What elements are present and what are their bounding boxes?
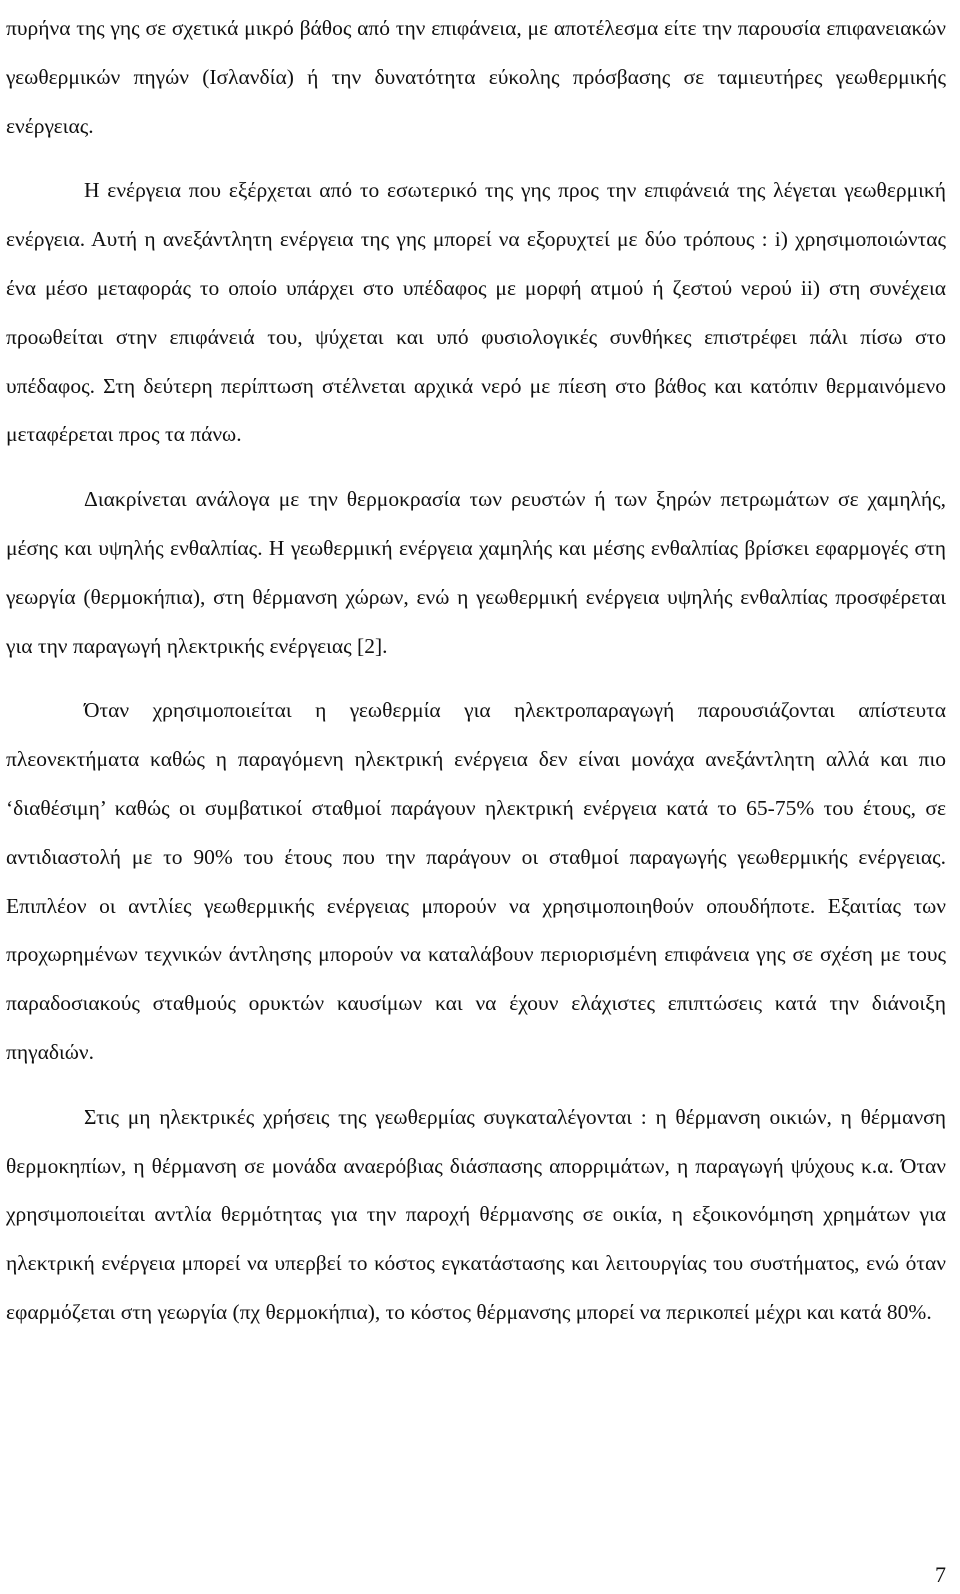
paragraph-continuation: πυρήνα της γης σε σχετικά μικρό βάθος από την επιφάνεια, με αποτέλεσμα είτε την παρουσία επιφανειακών γεωθερμικών πηγών (Ισλανδία) ή την δυνατότητα εύκολης πρόσβασης σε ταμιευτήρες γεωθερμικής ενέργειας. [6,16,946,138]
document-page [6,4,946,1337]
page-number: 7 [935,1562,946,1587]
paragraph-geothermal-definition: Η ενέργεια που εξέρχεται από το εσωτερικό της γης προς την επιφάνειά της λέγεται γεωθερμική ενέργεια. Αυτή η ανεξάντλητη ενέργεια της γης μπορεί να εξορυχτεί με δύο τρόπους : i) χρησιμοποιώντας ένα μέσο μεταφοράς το οποίο υπάρχει στο υπέδαφος με μορφή ατμού ή ζεστού νερού ii) στη συνέχεια προωθείται στην επιφάνειά του, ψύχεται και υπό φυσιολογικές συνθήκες επιστρέφει πάλι πίσω στο υπέδαφος. Στη δεύτερη περίπτωση στέλνεται αρχικά νερό με πίεση στο βάθος και κατόπιν θερμαινόμενο μεταφέρεται προς τα πάνω. [6,178,946,447]
paragraph-enthalpy-classification: Διακρίνεται ανάλογα με την θερμοκρασία των ρευστών ή των ξηρών πετρωμάτων σε χαμηλής, μέσης και υψηλής ενθαλπίας. Η γεωθερμική ενέργεια χαμηλής και μέσης ενθαλπίας βρίσκει εφαρμογές στη γεωργία (θερμοκήπια), στη θέρμανση χώρων, ενώ η γεωθερμική ενέργεια υψηλής ενθαλπίας προσφέρεται για την παραγωγή ηλεκτρικής ενέργειας [2]. [6,487,946,658]
paragraph-electricity-advantages: Όταν χρησιμοποιείται η γεωθερμία για ηλεκτροπαραγωγή παρουσιάζονται απίστευτα πλεονεκτήματα καθώς η παραγόμενη ηλεκτρική ενέργεια δεν είναι μονάχα ανεξάντλητη αλλά και πιο ‘διαθέσιμη’ καθώς οι συμβατικοί σταθμοί παράγουν ηλεκτρική ενέργεια κατά το 65-75% του έτους, σε αντιδιαστολή με το 90% του έτους που την παράγουν οι σταθμοί παραγωγής γεωθερμικής ενέργειας. Επιπλέον οι αντλίες γεωθερμικής ενέργειας μπορούν να χρησιμοποιηθούν οπουδήποτε. Εξαιτίας των προχωρημένων τεχνικών άντλησης μπορούν να καταλάβουν περιορισμένη επιφάνεια γης σε σχέση με τους παραδοσιακούς σταθμούς ορυκτών καυσίμων και να έχουν ελάχιστες επιπτώσεις κατά την διάνοιξη πηγαδιών. [6,698,946,1064]
paragraph-non-electric-uses: Στις μη ηλεκτρικές χρήσεις της γεωθερμίας συγκαταλέγονται : η θέρμανση οικιών, η θέρμανση θερμοκηπίων, η θέρμανση σε μονάδα αναερόβιας διάσπασης απορριμάτων, η παραγωγή ψύχους κ.α. Όταν χρησιμοποιείται αντλία θερμότητας για την παροχή θέρμανσης σε οικία, η εξοικονόμηση χρημάτων για ηλεκτρική ενέργεια μπορεί να υπερβεί το κόστος εγκατάστασης και λειτουργίας του συστήματος, ενώ όταν εφαρμόζεται στη γεωργία (πχ θερμοκήπια), το κόστος θέρμανσης μπορεί να περικοπεί μέχρι και κατά 80%. [6,1104,946,1324]
